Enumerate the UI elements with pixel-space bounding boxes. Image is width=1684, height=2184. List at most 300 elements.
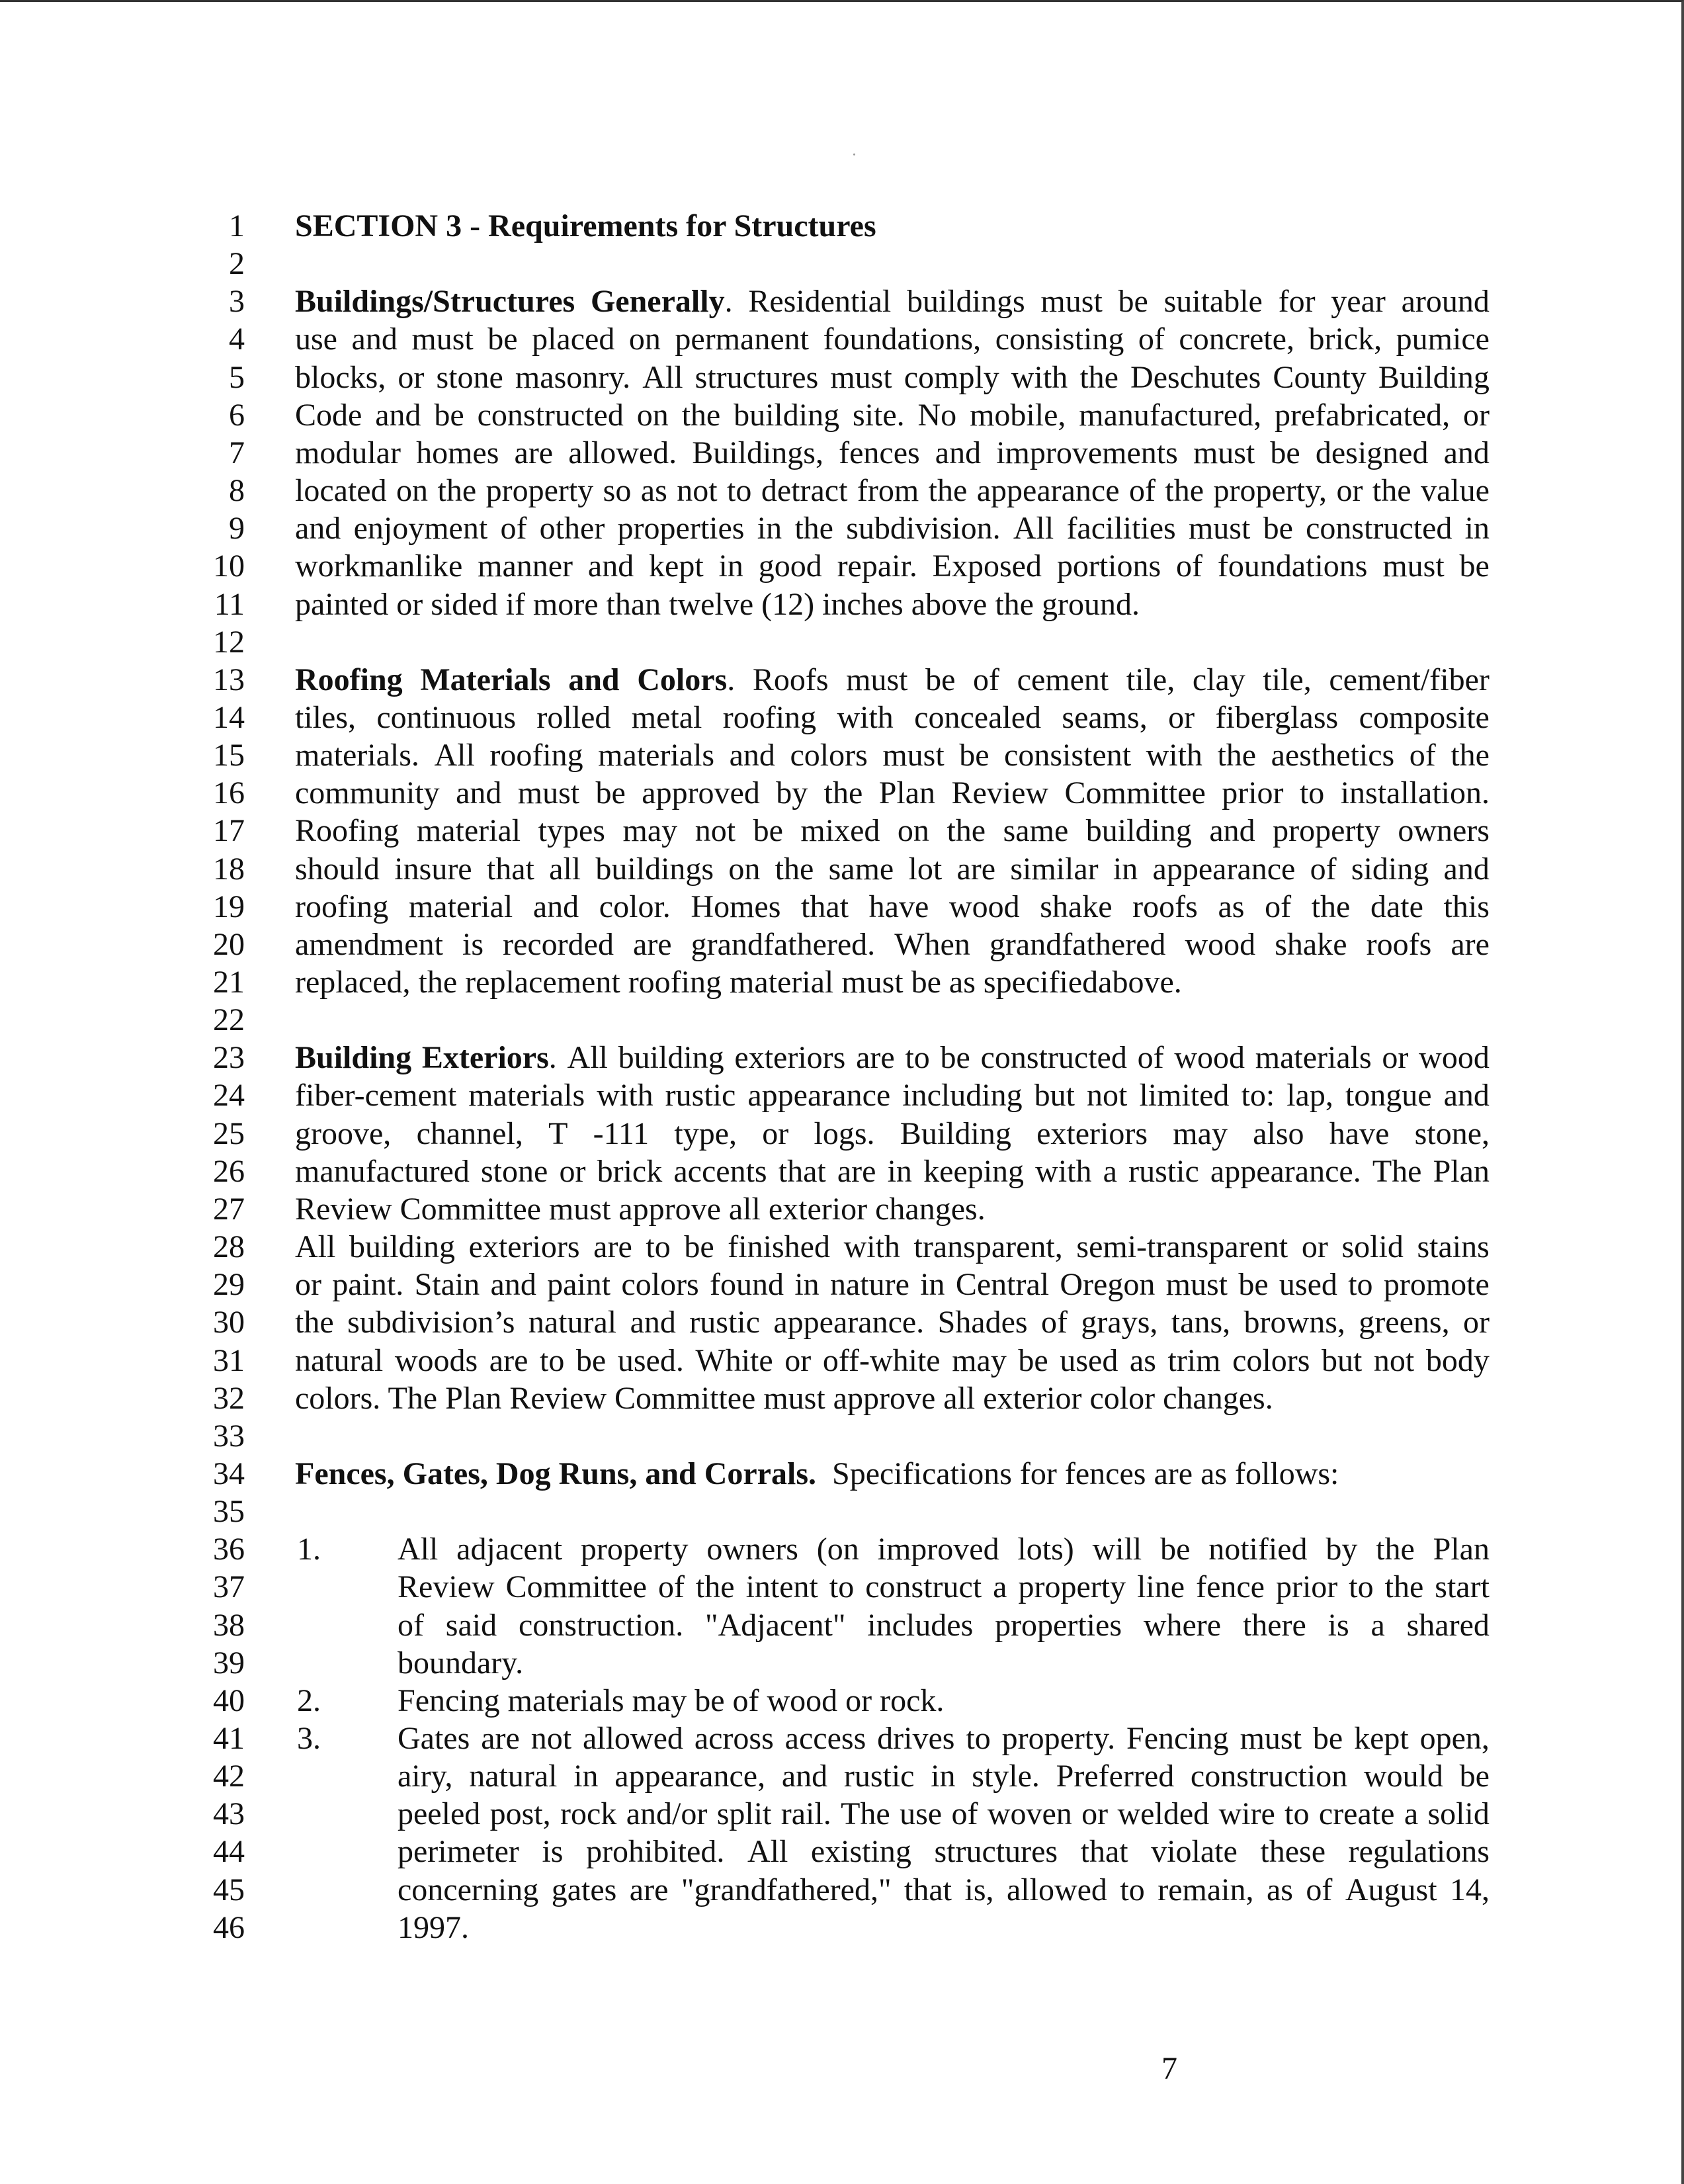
body-text: cement (1017, 662, 1109, 697)
body-text: modular (295, 435, 401, 470)
body-text: as (1129, 1342, 1156, 1378)
body-text: or (1463, 1305, 1490, 1340)
body-text: also (1253, 1115, 1304, 1151)
line-number: 5 (229, 359, 245, 395)
body-text: create (1318, 1796, 1395, 1832)
body-text: must (1188, 511, 1251, 546)
line-number: 19 (213, 889, 245, 924)
body-text: in (1113, 851, 1138, 887)
heading-text: Colors (637, 662, 728, 697)
body-text: and (630, 1305, 676, 1340)
body-text: and (351, 322, 398, 357)
line-text (295, 1228, 1490, 1266)
body-text: to (1120, 1872, 1145, 1907)
body-text: style. (972, 1759, 1040, 1794)
document-line (0, 283, 1684, 321)
body-text: boundary. (398, 1645, 524, 1681)
body-text: not (530, 1721, 572, 1756)
body-text: fence (1196, 1569, 1265, 1605)
body-text: fiber-cement (295, 1078, 457, 1114)
line-text (295, 1455, 1339, 1493)
body-text: appearance. (773, 1305, 925, 1340)
body-text: constructed (1306, 511, 1452, 546)
body-text: or (398, 359, 425, 395)
body-text: material (416, 813, 521, 849)
body-text: on (628, 322, 661, 357)
body-text: shake (1040, 889, 1113, 924)
body-text: in (887, 1153, 912, 1189)
body-text: allowed (1006, 1872, 1107, 1907)
body-text: The (1372, 1153, 1422, 1189)
body-text: appearance (747, 1078, 891, 1114)
line-text (295, 472, 1490, 510)
body-text: including (902, 1078, 1023, 1114)
body-text: not (1373, 1342, 1415, 1378)
line-text (295, 812, 1490, 850)
body-text: the (1372, 473, 1411, 509)
body-text: grandfathered. (691, 926, 876, 962)
body-text: Code (295, 397, 362, 433)
document-line (0, 1417, 1684, 1456)
body-text: colors (790, 738, 868, 773)
body-text: and (1443, 851, 1490, 887)
body-text: the (681, 397, 721, 433)
line-number: 20 (213, 926, 245, 962)
body-text: adjacent (456, 1532, 563, 1567)
line-text (295, 1266, 1490, 1304)
body-text: but (1034, 1078, 1075, 1114)
body-text: structures (695, 359, 819, 395)
body-text: stone (436, 359, 503, 395)
body-text: be (487, 322, 518, 357)
body-text: or (295, 1267, 321, 1303)
body-text: Plan (878, 775, 936, 811)
body-text: used. (617, 1342, 684, 1378)
body-text: 14, (1450, 1872, 1490, 1907)
body-text: All (747, 1834, 788, 1870)
line-text (295, 926, 1490, 964)
body-text: of (1409, 738, 1436, 773)
body-text: detract (761, 473, 848, 509)
body-text: finished (728, 1229, 830, 1265)
body-text: with (843, 1229, 900, 1265)
body-text: natural (469, 1759, 558, 1794)
list-number: 3. (297, 1721, 321, 1756)
body-text: and/or (626, 1796, 708, 1832)
body-text: and (532, 889, 579, 924)
body-text: wood (948, 889, 1020, 924)
body-text: includes (867, 1607, 974, 1643)
body-text: or (784, 1342, 812, 1378)
body-text: manufactured (295, 1153, 470, 1189)
body-text: foundations (1217, 548, 1368, 584)
scan-speck (853, 153, 855, 155)
body-text: drives (877, 1721, 955, 1756)
body-text: of (1137, 1040, 1164, 1076)
body-text: approved (642, 775, 760, 811)
line-number: 31 (213, 1342, 245, 1378)
body-text: Building (900, 1115, 1011, 1151)
body-text: use (900, 1796, 943, 1832)
body-text: on (636, 397, 669, 433)
body-text: that (801, 889, 849, 924)
line-text (295, 1039, 1490, 1077)
body-text: Plan (1433, 1532, 1490, 1567)
body-text: Review (951, 775, 1049, 811)
line-number: 37 (213, 1569, 245, 1605)
body-text: All (398, 1532, 439, 1567)
body-text: T (548, 1115, 568, 1151)
body-text: the (928, 473, 968, 509)
body-text: must (846, 662, 908, 697)
body-text: must (411, 322, 474, 357)
body-text: grays, (1081, 1305, 1158, 1340)
line-number: 15 (213, 738, 245, 773)
body-text: siding (1351, 851, 1429, 887)
body-text: the (1311, 889, 1351, 924)
body-text: all (549, 851, 581, 887)
line-number: 42 (213, 1759, 245, 1794)
body-text: paint (547, 1267, 611, 1303)
body-text: constructed (477, 397, 624, 433)
body-text: All (434, 738, 475, 773)
heading-text: Roofing (295, 662, 403, 697)
document-line (0, 1909, 1684, 1947)
body-text: buildings (595, 851, 714, 887)
body-text: prior (1222, 775, 1284, 811)
document-line (0, 699, 1684, 737)
document-line (0, 359, 1684, 397)
body-text: properties (617, 511, 745, 546)
line-number: 39 (213, 1645, 245, 1681)
body-text: or (1382, 1040, 1409, 1076)
line-text (398, 1606, 1490, 1645)
body-text: a (1103, 1153, 1117, 1189)
body-text: of (1176, 548, 1202, 584)
body-text: tiles, (295, 699, 356, 735)
body-text: comply (904, 359, 999, 395)
line-number: 22 (213, 1002, 245, 1038)
body-text: post, (489, 1796, 551, 1832)
line-text (295, 547, 1490, 586)
body-text: properties (995, 1607, 1122, 1643)
body-text: Building (1378, 359, 1490, 395)
body-text: composite (1359, 699, 1490, 735)
body-text: with (1011, 359, 1068, 395)
body-text: or (559, 1153, 586, 1189)
body-text: the (695, 1569, 735, 1605)
body-text: Central (955, 1267, 1050, 1303)
body-text: and (490, 1267, 536, 1303)
line-text (295, 1153, 1490, 1191)
body-text: open, (1419, 1721, 1490, 1756)
line-text (295, 207, 876, 245)
body-text: building (1085, 813, 1192, 849)
body-text: The (841, 1796, 890, 1832)
line-number: 25 (213, 1115, 245, 1151)
body-text: are (489, 1342, 528, 1378)
body-text: is (1327, 1607, 1349, 1643)
line-number: 16 (213, 775, 245, 811)
body-text: in (794, 1267, 820, 1303)
body-text: and (295, 511, 341, 546)
line-number: 45 (213, 1872, 245, 1907)
body-text: the (1451, 738, 1490, 773)
body-text: property, (1213, 473, 1327, 509)
body-text: Fencing (1126, 1721, 1229, 1756)
body-text: types (538, 813, 605, 849)
body-text: intent (745, 1569, 818, 1605)
body-text: of (1306, 1872, 1333, 1907)
document-line (0, 396, 1684, 435)
body-text: consistent (1004, 738, 1132, 773)
document-line (0, 1303, 1684, 1342)
document-line (0, 1115, 1684, 1153)
body-text: rolled (536, 699, 611, 735)
line-number: 35 (213, 1494, 245, 1530)
body-text: homes (416, 435, 499, 470)
body-text: and (1209, 813, 1255, 849)
body-text: would (1363, 1759, 1443, 1794)
body-text: wood (1185, 926, 1256, 962)
body-text: that (486, 851, 534, 887)
body-text: by (1326, 1532, 1358, 1567)
body-text: fences (839, 435, 920, 470)
body-text: tans, (1171, 1305, 1231, 1340)
body-text: Homes (691, 889, 781, 924)
line-text (295, 320, 1490, 359)
body-text: aesthetics (1271, 738, 1395, 773)
line-number: 3 (229, 284, 245, 320)
document-line (0, 1228, 1684, 1266)
body-text: wood (1419, 1040, 1490, 1076)
body-text: as (1266, 1872, 1293, 1907)
body-text: date (1370, 889, 1423, 924)
line-number: 43 (213, 1796, 245, 1832)
body-text: Plan (1433, 1153, 1490, 1189)
body-text: the (1079, 359, 1118, 395)
body-text: insure (394, 851, 472, 887)
body-text: be (1118, 284, 1148, 320)
list-number: 2. (297, 1682, 321, 1718)
body-text: groove, (295, 1115, 392, 1151)
document-line (0, 1530, 1684, 1569)
body-text: will (1092, 1532, 1142, 1567)
line-number: 26 (213, 1153, 245, 1189)
line-text (295, 774, 1490, 812)
body-text: this (1443, 889, 1490, 924)
document-line (0, 547, 1684, 586)
document-line (0, 207, 1684, 245)
body-text: use (295, 322, 337, 357)
body-text: of (951, 1796, 978, 1832)
body-text: year (1331, 284, 1386, 320)
body-text: off-white (822, 1342, 941, 1378)
body-text: the (775, 851, 814, 887)
body-text: Review (398, 1569, 495, 1605)
body-text: building (734, 397, 840, 433)
line-number: 38 (213, 1607, 245, 1643)
body-text: building (349, 1229, 455, 1265)
body-text: and (1443, 1078, 1490, 1114)
line-number: 36 (213, 1532, 245, 1567)
body-text: with (597, 1078, 653, 1114)
body-text: brick (597, 1153, 663, 1189)
document-line (0, 1039, 1684, 1077)
heading-text: SECTION 3 - Requirements for Structures (295, 208, 876, 243)
body-text: August (1345, 1872, 1437, 1907)
body-text: tile, (1263, 662, 1312, 697)
document-line (0, 1190, 1684, 1229)
heading-text: Exteriors (421, 1040, 549, 1076)
body-text: or (762, 1115, 789, 1151)
body-text: the (823, 775, 863, 811)
body-text: amendment (295, 926, 443, 962)
body-text: woven (987, 1796, 1072, 1832)
body-text: to (539, 1342, 565, 1378)
line-number: 11 (214, 586, 245, 622)
body-text: as (1218, 889, 1245, 924)
document-line (0, 472, 1684, 510)
body-text: in (931, 1759, 956, 1794)
line-text (295, 1190, 986, 1229)
line-text (398, 1795, 1490, 1833)
body-text: of (398, 1607, 424, 1643)
body-text: line (1137, 1569, 1185, 1605)
body-text: of (973, 662, 1000, 697)
body-text: are (593, 1229, 632, 1265)
body-text: be (925, 662, 956, 697)
body-text: not (677, 473, 718, 509)
line-text (295, 586, 1140, 624)
body-text: on (897, 813, 929, 849)
body-text: allowed. (568, 435, 677, 470)
document-line (0, 1720, 1684, 1758)
body-text: have (1329, 1115, 1390, 1151)
body-text: Residential (748, 284, 892, 320)
body-text: foundations, (823, 322, 982, 357)
body-text: brick, (1308, 322, 1382, 357)
body-text: same (828, 851, 894, 887)
body-text: concealed (914, 699, 1042, 735)
line-number: 28 (213, 1229, 245, 1265)
body-text: site. (852, 397, 905, 433)
body-text: airy, (398, 1759, 453, 1794)
body-text: is (462, 926, 484, 962)
body-text: access (784, 1721, 866, 1756)
body-text: prefabricated, (1274, 397, 1451, 433)
body-text: kept (649, 548, 704, 584)
document-line (0, 1342, 1684, 1380)
body-text: the (295, 1305, 334, 1340)
line-number: 44 (213, 1834, 245, 1870)
body-text: and (729, 738, 775, 773)
body-text: is, (964, 1872, 994, 1907)
line-number: 24 (213, 1078, 245, 1114)
document-line (0, 1568, 1684, 1606)
body-text: Deschutes (1130, 359, 1261, 395)
line-text (295, 396, 1490, 435)
body-text: be (1312, 1721, 1343, 1756)
body-text: of (1128, 473, 1156, 509)
body-text: painted or sided if more than twelve (12) inches above the ground. (295, 586, 1140, 622)
body-text: kept (1354, 1721, 1409, 1756)
body-text: and (781, 1759, 828, 1794)
document-line (0, 1001, 1684, 1039)
body-text: facilities (1066, 511, 1176, 546)
body-text: be (1270, 435, 1300, 470)
body-text: to (966, 1721, 991, 1756)
body-text: All (295, 1229, 336, 1265)
document-line (0, 1153, 1684, 1191)
body-text: from (857, 473, 919, 509)
body-text: or (1081, 1796, 1109, 1832)
body-text: roofing (295, 889, 389, 924)
document-line (0, 1076, 1684, 1115)
body-text: tongue (1345, 1078, 1432, 1114)
body-text: are (514, 435, 554, 470)
body-text: value (1421, 473, 1490, 509)
body-text: are (1451, 926, 1490, 962)
body-text: not (695, 813, 736, 849)
body-text: these (1260, 1834, 1326, 1870)
body-text: installation. (1340, 775, 1490, 811)
body-text: Roofing (295, 813, 400, 849)
heading-text: Materials (420, 662, 551, 697)
body-text: a (1370, 1607, 1385, 1643)
body-text: -111 (593, 1115, 650, 1151)
line-text (295, 1379, 1273, 1418)
body-text: and (935, 435, 982, 470)
body-text: the (437, 473, 477, 509)
line-text (398, 1833, 1490, 1871)
line-number: 34 (213, 1456, 245, 1491)
body-text: are (837, 1153, 876, 1189)
body-text: recorded (503, 926, 614, 962)
body-text: materials (468, 1078, 585, 1114)
line-text (398, 1568, 1490, 1606)
body-text: existing (810, 1834, 911, 1870)
body-text: of (500, 511, 527, 546)
body-text: type, (674, 1115, 737, 1151)
document-line (0, 774, 1684, 812)
body-text: lot (908, 851, 943, 887)
body-text: . (724, 284, 733, 320)
body-text: must (882, 738, 945, 773)
body-text: on (396, 473, 429, 509)
document-line (0, 509, 1684, 548)
body-text: the (1217, 738, 1257, 773)
body-text: mixed (800, 813, 880, 849)
body-text: said (445, 1607, 497, 1643)
heading-text: Generally (590, 284, 725, 320)
body-text: natural (295, 1342, 384, 1378)
body-text: Review Committee must approve all exterior changes. (295, 1191, 986, 1227)
line-text (295, 1303, 1490, 1342)
body-text: replaced, the replacement roofing material must be as specifiedabove. (295, 965, 1182, 1000)
body-text: must (830, 359, 892, 395)
body-text: to (1284, 1796, 1310, 1832)
document-line (0, 1455, 1684, 1493)
body-text: colors (1232, 1342, 1310, 1378)
body-text: to: (1241, 1078, 1275, 1114)
line-text (398, 1720, 1490, 1758)
body-text: Specifications for fences are as follows: (816, 1456, 1339, 1491)
body-text: or (1168, 699, 1195, 735)
body-text: found (710, 1267, 784, 1303)
body-text: in (1464, 511, 1490, 546)
body-text: exteriors (734, 1040, 846, 1076)
